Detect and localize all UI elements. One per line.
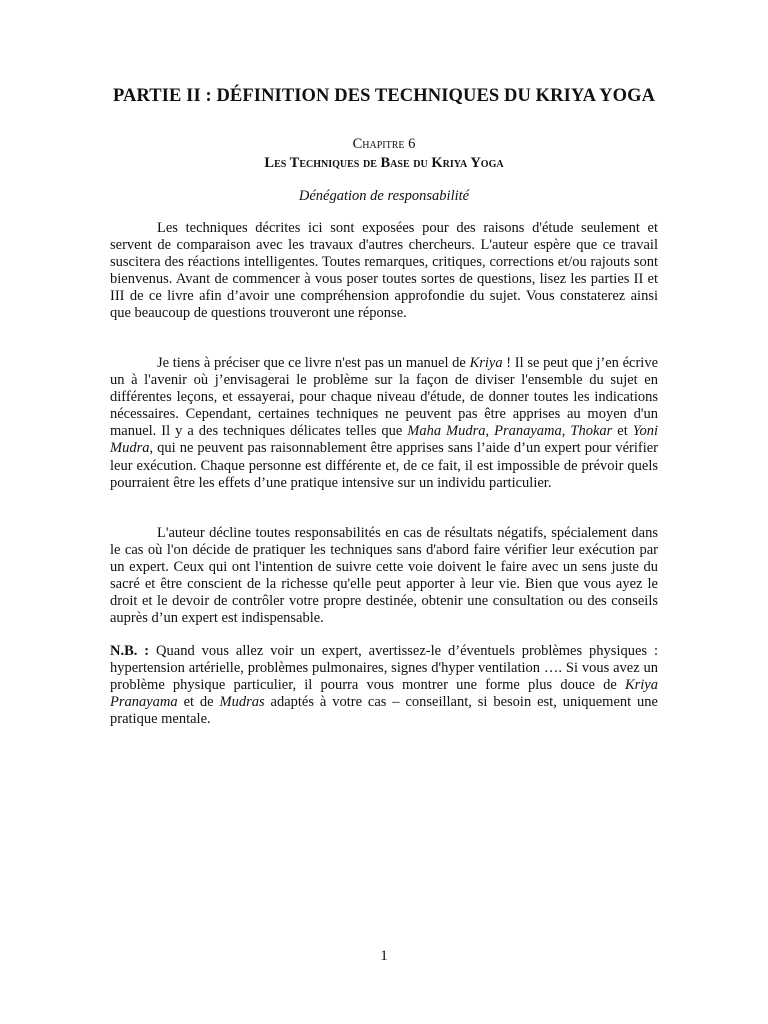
text-run: Je tiens à préciser que ce livre n'est pas un manuel de (157, 355, 470, 371)
text-run: , (485, 423, 495, 440)
italic-term: Yoni Mudra (110, 423, 658, 457)
text-run: adaptés à votre cas – conseillant, si besoin est, uniquement une pratique mentale. (110, 694, 658, 728)
nb-label: N.B. : (110, 643, 150, 659)
italic-term: Maha Mudra (407, 423, 486, 440)
text-run: et de (177, 694, 220, 711)
disclaimer-heading: Dénégation de responsabilité (298, 188, 470, 204)
part-title: PARTIE II : DÉFINITION DES TECHNIQUES DU KRIYA YOGA (112, 86, 656, 106)
italic-term: Thokar (570, 423, 613, 440)
paragraph-liability: L'auteur décline toutes responsabilités en cas de résultats négatifs, spécialement dans le cas où l'on décide de pratiquer les techniques sans d'abord faire vérifier leur exécution par un expert. Ceux qui ont l'intention de suivre cette voie doivent le faire avec un sens juste du sacré et être conscient de la richesse qu'elle peut apporter à leur vie. Bien que vous ayez le droit et le devoir de contrôler votre propre destinée, obtenir une consultation ou des conseils auprès d’un expert est indispensable. (110, 525, 658, 627)
italic-term: Kriya (469, 355, 503, 371)
text-run: ! Il se peut que j’en écrive un à l'avenir où j’envisagerai le problème sur la façon de diviser l'ensemble du sujet en différentes leçons, et essayerai, pour chaque niveau d'étude, de donner toutes les indications nécessaires. Cependant, certaines techniques ne peuvent pas être apprises au moyen d'un manuel. Il y a des techniques délicates telles que (110, 355, 659, 440)
paragraph-nota-bene (110, 643, 658, 728)
page-number: 1 (380, 948, 388, 964)
text-run: , (561, 423, 571, 440)
chapter-title: Les Techniques de Base du Kriya Yoga (264, 155, 504, 171)
text-run: et (612, 423, 633, 440)
chapter-label: Chapitre 6 (352, 136, 416, 152)
italic-term: Mudras (219, 694, 265, 711)
text-run: , qui ne peuvent pas raisonnablement être apprises sans l’aide d’un expert pour vérifier leur exécution. Chaque personne est différente et, de ce fait, il est impossible de prévoir quels pourraient être les effets d’une pratique intensive sur un individu particulier. (110, 440, 658, 491)
paragraph-study-purpose: Les techniques décrites ici sont exposées pour des raisons d'étude seulement et servent de comparaison avec les travaux d'autres chercheurs. L'auteur espère que ce travail suscitera des réactions intelligentes. Toutes remarques, critiques, corrections et/ou rajouts sont bienvenus. Avant de commencer à vous poser toutes sortes de questions, lisez les parties II et III de ce livre afin d’avoir une compréhension approfondie du sujet. Vous constaterez ainsi que beaucoup de questions trouveront une réponse. (110, 220, 658, 322)
text-run: Quand vous allez voir un expert, avertissez-le d’éventuels problèmes physiques : hypertension artérielle, problèmes pulmonaires, signes d'hyper ventilation …. Si vous avez un problème physique particulier, il pourra vous montrer une forme plus douce de (110, 643, 658, 694)
italic-term: Kriya Pranayama (110, 677, 658, 711)
italic-term: Pranayama (494, 423, 562, 440)
paragraph-not-a-manual (110, 355, 658, 492)
